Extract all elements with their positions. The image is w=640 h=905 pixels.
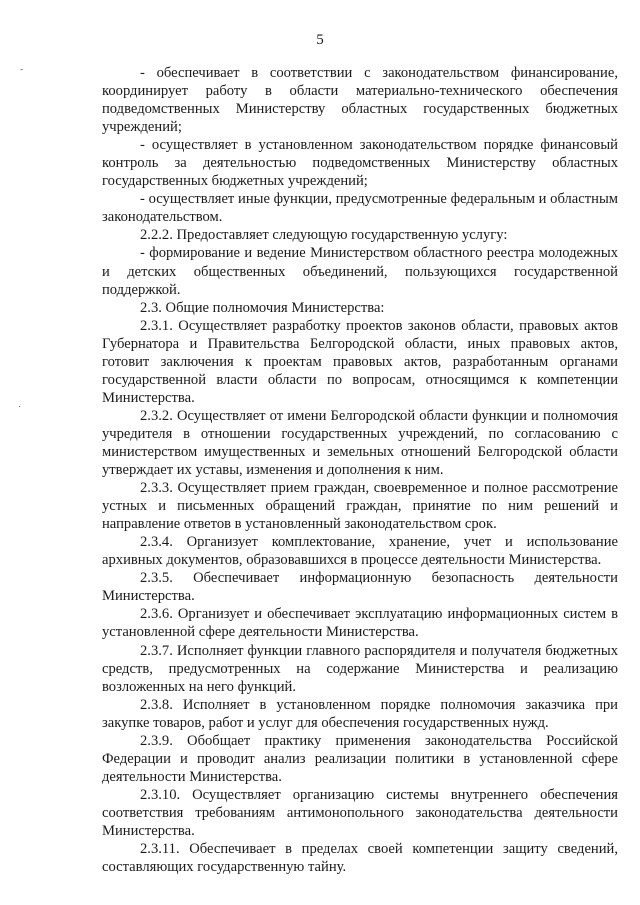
paragraph: 2.3.6. Организует и обеспечивает эксплуатацию информационных систем в установленной сфере деятельности Министерства. xyxy=(102,606,618,641)
paragraph: 2.3.7. Исполняет функции главного распорядителя и получателя бюджетных средств, предусмотренных на содержание Министерства и реализацию возложенных на него функций. xyxy=(102,642,618,695)
scan-mark: ˙ xyxy=(18,405,22,416)
paragraph: 2.3.5. Обеспечивает информационную безопасность деятельности Министерства. xyxy=(102,570,618,605)
page-number: 5 xyxy=(316,32,324,48)
paragraph: - осуществляет в установленном законодательством порядке финансовый контроль за деятельностью подведомственных Министерству областных государственных бюджетных учреждений; xyxy=(102,137,618,190)
paragraph: - формирование и ведение Министерством областного реестра молодежных и детских общественных объединений, пользующихся государственной поддержкой. xyxy=(102,245,618,298)
paragraph: 2.2.2. Предоставляет следующую государственную услугу: xyxy=(140,227,508,244)
paragraph: - обеспечивает в соответствии с законодательством финансирование, координирует работу в области материально-технического обеспечения подведомственных Министерству областных государственных бюджетных учреждений; xyxy=(102,65,618,136)
paragraph: 2.3.11. Обеспечивает в пределах своей компетенции защиту сведений, составляющих государственную тайну. xyxy=(102,841,618,876)
paragraph: 2.3. Общие полномочия Министерства: xyxy=(140,299,385,316)
scan-mark: ˜ xyxy=(20,68,24,79)
paragraph: 2.3.2. Осуществляет от имени Белгородской области функции и полномочия учредителя в отношении государственных учреждений, по согласованию с министерством имущественных и земельных отношений Белгородской области утверждает их уставы, изменения и дополнения к ним. xyxy=(102,407,618,479)
paragraph: 2.3.4. Организует комплектование, хранение, учет и использование архивных документов, образовавшихся в процессе деятельности Министерства. xyxy=(102,534,618,569)
paragraph: 2.3.3. Осуществляет прием граждан, своевременное и полное рассмотрение устных и письменных обращений граждан, принятие по ним решений и направление ответов в установленный законодательством срок. xyxy=(102,480,618,533)
paragraph: 2.3.8. Исполняет в установленном порядке полномочия заказчика при закупке товаров, работ и услуг для обеспечения государственных нужд. xyxy=(102,696,618,731)
document-body xyxy=(102,64,618,876)
paragraph: - осуществляет иные функции, предусмотренные федеральным и областным законодательством. xyxy=(102,191,618,226)
paragraph: 2.3.9. Обобщает практику применения законодательства Российской Федерации и проводит анализ реализации политики в установленной сфере деятельности Министерства. xyxy=(102,732,618,785)
paragraph: 2.3.10. Осуществляет организацию системы внутреннего обеспечения соответствия требованиям антимонопольного законодательства деятельности Министерства. xyxy=(102,786,618,839)
paragraph: 2.3.1. Осуществляет разработку проектов законов области, правовых актов Губернатора и Правительства Белгородской области, иных правовых актов, готовит заключения к проектам правовых актов, разработанным органами государственной власти области по вопросам, относящимся к компетенции Министерства. xyxy=(102,317,618,406)
